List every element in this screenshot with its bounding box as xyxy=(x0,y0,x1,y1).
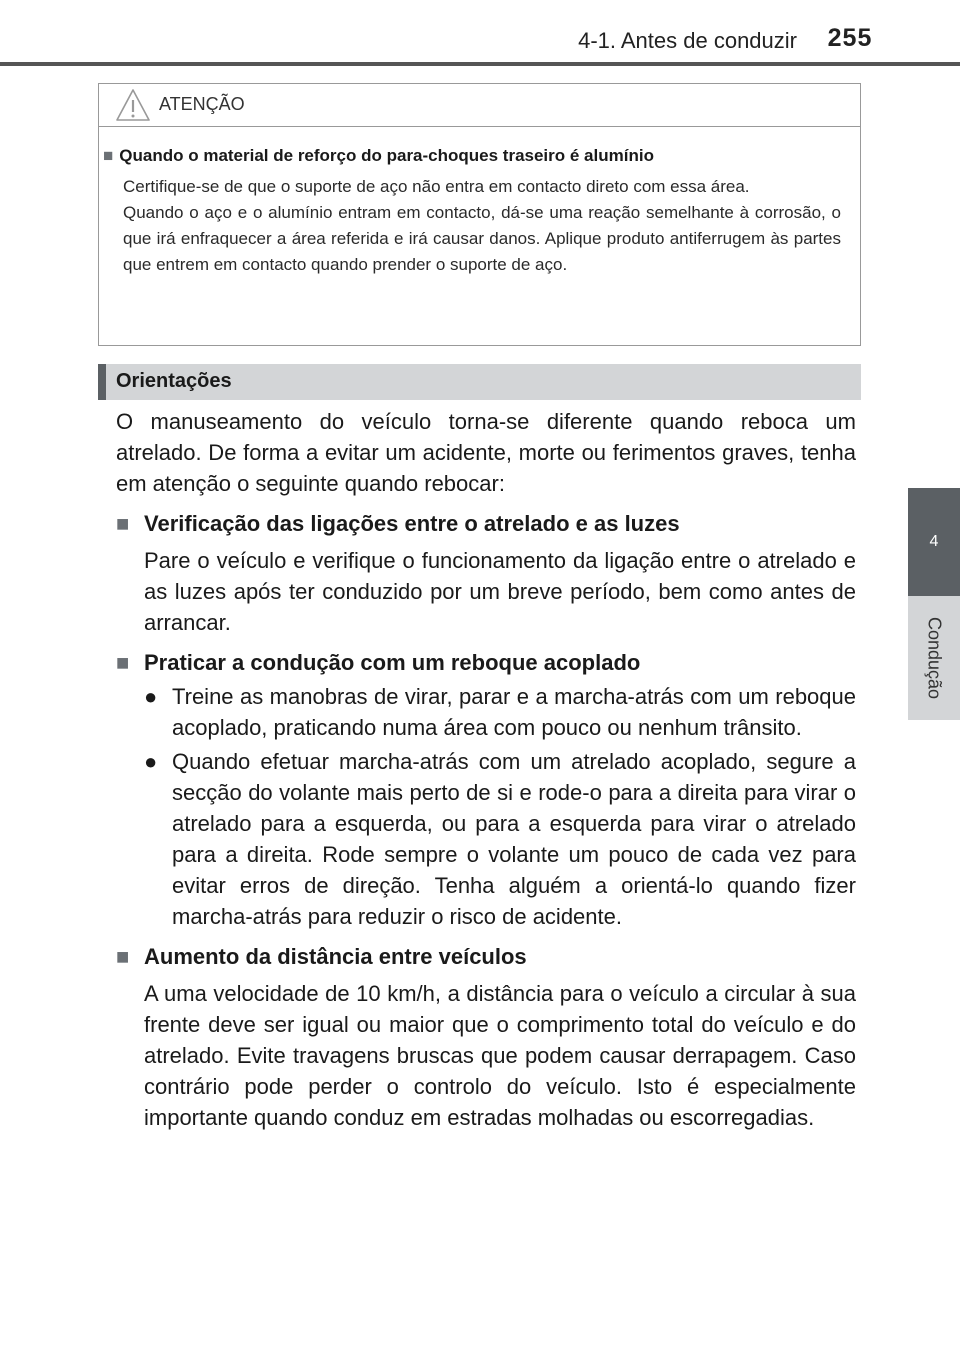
intro-paragraph: O manuseamento do veículo torna-se diferente quando reboca um atrelado. De forma a evitar um acidente, morte ou ferimentos graves, tenha em atenção o seguinte quando rebocar: xyxy=(116,409,856,496)
warning-subheading xyxy=(103,146,654,166)
header-divider xyxy=(0,62,960,66)
bullet-item xyxy=(116,681,856,743)
square-bullet-icon: ■ xyxy=(116,650,130,675)
warning-paragraph: Certifique-se de que o suporte de aço não entra em contacto direto com essa área. xyxy=(123,177,750,196)
square-bullet-icon: ■ xyxy=(103,146,114,165)
bullet-item xyxy=(116,746,856,932)
subsection-body: Pare o veículo e verifique o funcionamento da ligação entre o atrelado e as luzes após ter conduzido por um breve período, bem como antes de arrancar. xyxy=(144,548,856,635)
warning-header xyxy=(99,84,860,127)
subsection-heading xyxy=(116,508,856,539)
subsection-heading-text: Verificação das ligações entre o atrelado e as luzes xyxy=(144,511,680,536)
round-bullet-icon: ● xyxy=(144,684,158,709)
warning-subheading-text: Quando o material de reforço do para-choques traseiro é alumínio xyxy=(119,146,654,165)
section-heading-bar xyxy=(98,364,861,400)
subsection-body: A uma velocidade de 10 km/h, a distância para o veículo a circular à sua frente deve ser igual ou maior que o comprimento total do veículo e do atrelado. Evite travagens bruscas que podem causar derrapagem. Caso contrário pode perder o controlo do veículo. Isto é especialmente importante quando conduz em estradas molhadas ou escorregadias. xyxy=(144,981,856,1130)
warning-paragraph: Quando o aço e o alumínio entram em contacto, dá-se uma reação semelhante à corrosão, o que irá enfraquecer a área referida e irá causar danos. Aplique produto antiferrugem às partes que entrem em contacto quando prender o suporte de aço. xyxy=(123,203,841,274)
section-title: Orientações xyxy=(116,370,232,392)
chapter-tab-number: 4 xyxy=(908,488,960,596)
chapter-title: 4-1. Antes de conduzir xyxy=(578,28,797,53)
chapter-tab-label-text: Condução xyxy=(924,616,945,700)
main-content xyxy=(116,406,856,1133)
chapter-tab-label xyxy=(908,596,960,720)
warning-box xyxy=(98,83,861,346)
square-bullet-icon: ■ xyxy=(116,944,130,969)
page-number: 255 xyxy=(827,24,873,52)
warning-triangle-icon xyxy=(115,88,151,122)
subsection-heading-text: Praticar a condução com um reboque acoplado xyxy=(144,650,641,675)
warning-title: ATENÇÃO xyxy=(159,94,245,114)
warning-body xyxy=(123,174,841,278)
bullet-text: Treine as manobras de virar, parar e a marcha-atrás com um reboque acoplado, praticando numa área com pouco ou nenhum trânsito. xyxy=(172,684,856,740)
subsection-heading-text: Aumento da distância entre veículos xyxy=(144,944,527,969)
round-bullet-icon: ● xyxy=(144,749,158,774)
square-bullet-icon: ■ xyxy=(116,511,130,536)
bullet-text: Quando efetuar marcha-atrás com um atrelado acoplado, segure a secção do volante mais perto de si e rode-o para a direita para virar o atrelado para a esquerda, ou para a esquerda para virar o atrelado para a direita. Rode sempre o volante um pouco de cada vez para evitar erros de direção. Tenha alguém a orientá-lo quando fizer marcha-atrás para reduzir o risco de acidente. xyxy=(172,749,856,929)
subsection-heading xyxy=(116,941,856,972)
subsection-heading xyxy=(116,647,856,678)
